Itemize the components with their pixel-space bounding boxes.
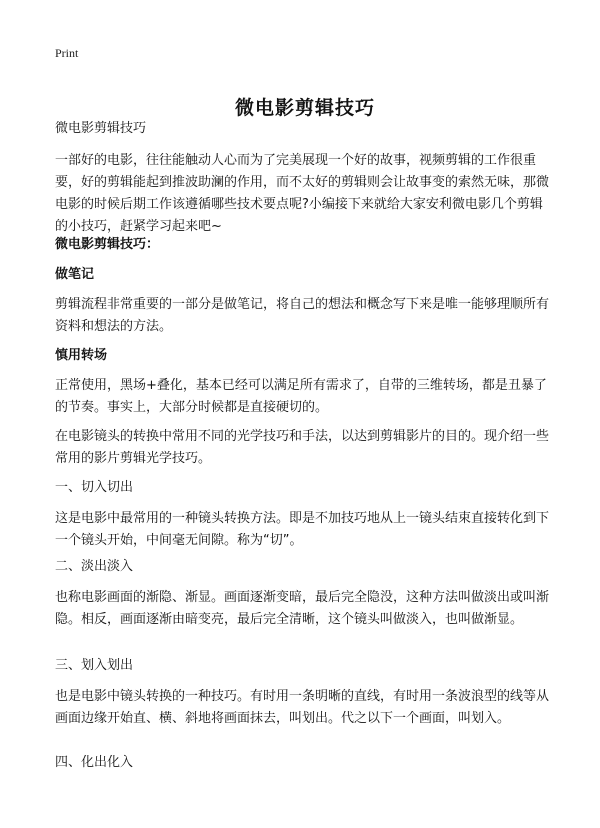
transition-paragraph-2: 在电影镜头的转换中常用不同的光学技巧和手法，以达到剪辑影片的目的。现介绍一些常用的影片剪辑光学技巧。 <box>55 429 550 466</box>
page-title: 微电影剪辑技巧 <box>234 96 375 119</box>
item-3-heading: 三、划入划出 <box>55 658 134 673</box>
item-1-paragraph: 这是电影中最常用的一种镜头转换方法。即是不加技巧地从上一镜头结束直接转化到下一个镜头开始，中间毫无间隙。称为“切”。 <box>55 511 550 548</box>
item-2-paragraph: 也称电影画面的渐隐、渐显。画面逐渐变暗，最后完全隐没，这种方法叫做淡出或叫渐隐。相反，画面逐渐由暗变亮，最后完全清晰，这个镜头叫做淡入，也叫做渐显。 <box>55 590 550 627</box>
intro-paragraph: 一部好的电影，往往能触动人心而为了完美展现一个好的故事，视频剪辑的工作很重要，好的剪辑能起到推波助澜的作用，而不太好的剪辑则会让故事变的索然无味，那微电影的时候后期工作该遵循哪些技术要点呢?小编接下来就给大家安利微电影几个剪辑的小技巧，赶紧学习起来吧~ <box>55 153 550 234</box>
item-4-heading: 四、化出化入 <box>55 755 134 770</box>
item-3-paragraph: 也是电影中镜头转换的一种技巧。有时用一条明晰的直线，有时用一条波浪型的线等从画面边缘开始直、横、斜地将画面抹去，叫划出。代之以下一个画面，叫划入。 <box>55 689 550 726</box>
transition-heading: 慎用转场 <box>55 348 108 363</box>
item-2-heading: 二、淡出淡入 <box>55 559 134 574</box>
notes-paragraph: 剪辑流程非常重要的一部分是做笔记，将自己的想法和概念写下来是唯一能够理顺所有资料和想法的方法。 <box>55 297 550 334</box>
item-1-heading: 一、切入切出 <box>55 480 134 495</box>
article-subtitle: 微电影剪辑技巧 <box>55 121 147 136</box>
section-heading: 微电影剪辑技巧： <box>55 237 160 252</box>
print-label[interactable]: Print <box>55 46 79 60</box>
notes-heading: 做笔记 <box>55 267 95 282</box>
transition-paragraph-1: 正常使用，黑场+叠化，基本已经可以满足所有需求了，自带的三维转场，都是丑暴了的节奏。事实上，大部分时候都是直接硬切的。 <box>55 378 547 415</box>
